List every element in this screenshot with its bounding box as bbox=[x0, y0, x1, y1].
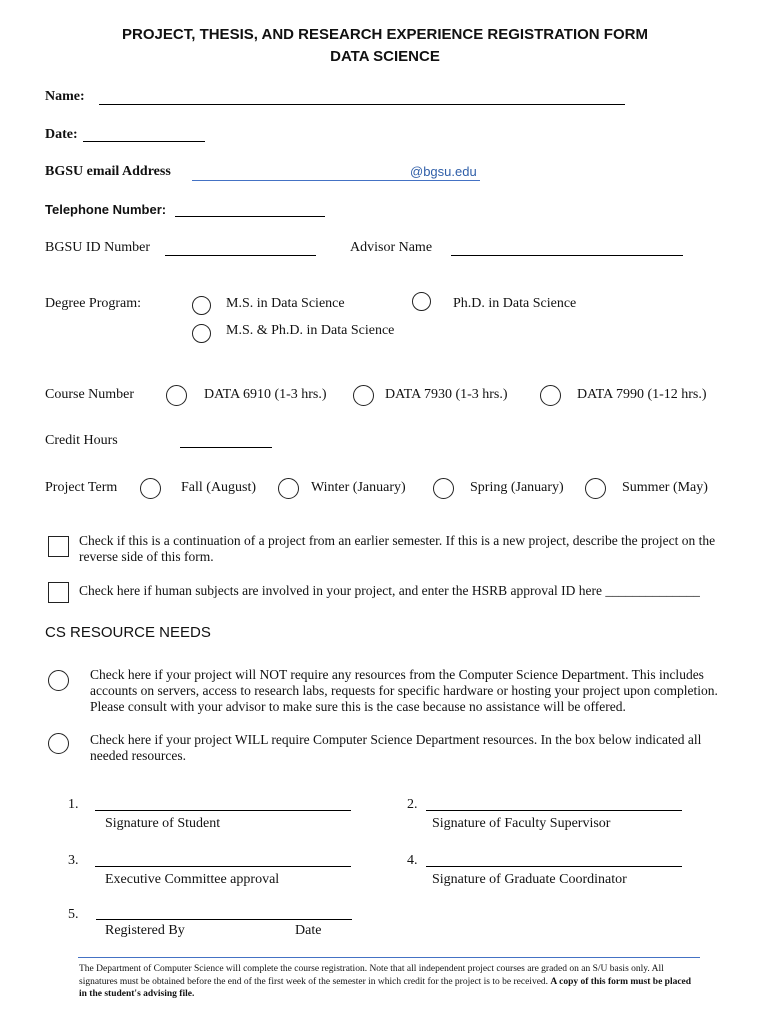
course-6910-label: DATA 6910 (1-3 hrs.) bbox=[204, 387, 327, 402]
term-summer-label: Summer (May) bbox=[622, 480, 708, 495]
credit-hours-label: Credit Hours bbox=[45, 433, 118, 448]
footer-bold-text: A copy of this form must be placed in the student's advising file. bbox=[79, 976, 692, 999]
signature-3-number: 3. bbox=[68, 853, 79, 868]
degree-phd-label: Ph.D. in Data Science bbox=[453, 296, 577, 311]
id-label: BGSU ID Number bbox=[45, 240, 150, 255]
course-label: Course Number bbox=[45, 387, 135, 402]
signature-5-line[interactable] bbox=[96, 919, 352, 920]
course-7990-label: DATA 7990 (1-12 hrs.) bbox=[577, 387, 707, 402]
signature-5-number: 5. bbox=[68, 907, 79, 922]
email-label: BGSU email Address bbox=[45, 164, 171, 179]
term-fall-label: Fall (August) bbox=[181, 480, 257, 495]
email-field[interactable] bbox=[192, 180, 480, 181]
signature-1-number: 1. bbox=[68, 797, 79, 812]
name-field[interactable] bbox=[99, 104, 625, 105]
term-spring-radio[interactable] bbox=[433, 478, 454, 499]
signature-2-line[interactable] bbox=[426, 810, 682, 811]
signature-1-caption: Signature of Student bbox=[105, 816, 221, 831]
term-summer-radio[interactable] bbox=[585, 478, 606, 499]
signature-3-line[interactable] bbox=[95, 866, 351, 867]
form-title: PROJECT, THESIS, AND RESEARCH EXPERIENCE REGISTRATION FORM bbox=[122, 26, 648, 43]
degree-ms-radio[interactable] bbox=[192, 296, 211, 315]
signature-4-caption: Signature of Graduate Coordinator bbox=[432, 872, 627, 887]
resources-required-text: Check here if your project WILL require Computer Science Department resources. In the box below indicated all needed resources. bbox=[90, 732, 702, 763]
degree-both-radio[interactable] bbox=[192, 324, 211, 343]
date-field[interactable] bbox=[83, 141, 205, 142]
form-subtitle: DATA SCIENCE bbox=[330, 48, 440, 65]
signature-5-caption: Registered By bbox=[105, 923, 185, 938]
advisor-field[interactable] bbox=[451, 255, 683, 256]
human-subjects-text: Check here if human subjects are involved in your project, and enter the HSRB approval ID here ______________ bbox=[79, 583, 700, 598]
course-7990-radio[interactable] bbox=[540, 385, 561, 406]
signature-2-caption: Signature of Faculty Supervisor bbox=[432, 816, 611, 831]
degree-phd-radio[interactable] bbox=[412, 292, 431, 311]
signature-4-line[interactable] bbox=[426, 866, 682, 867]
resources-not-required-radio[interactable] bbox=[48, 670, 69, 691]
name-label: Name: bbox=[45, 89, 85, 104]
signature-1-line[interactable] bbox=[95, 810, 351, 811]
resources-heading: CS RESOURCE NEEDS bbox=[45, 624, 211, 641]
telephone-label: Telephone Number: bbox=[45, 202, 167, 217]
signature-3-caption: Executive Committee approval bbox=[105, 872, 280, 887]
continuation-checkbox[interactable] bbox=[48, 536, 69, 557]
course-7930-label: DATA 7930 (1-3 hrs.) bbox=[385, 387, 508, 402]
course-7930-radio[interactable] bbox=[353, 385, 374, 406]
term-winter-radio[interactable] bbox=[278, 478, 299, 499]
signature-4-number: 4. bbox=[407, 853, 418, 868]
advisor-label: Advisor Name bbox=[350, 240, 433, 255]
degree-ms-label: M.S. in Data Science bbox=[226, 296, 345, 311]
credit-hours-field[interactable] bbox=[180, 447, 272, 448]
degree-both-label: M.S. & Ph.D. in Data Science bbox=[226, 323, 395, 338]
resources-required-radio[interactable] bbox=[48, 733, 69, 754]
signature-2-number: 2. bbox=[407, 797, 418, 812]
continuation-text: Check if this is a continuation of a project from an earlier semester. If this is a new project, describe the project on the reverse side of this form. bbox=[79, 533, 716, 564]
footer-text: The Department of Computer Science will complete the course registration. Note that all independent project courses are graded on an S/U basis only. All signatures must be obtained before the end of the first week of the semester in which credit for the project is to be received. bbox=[79, 964, 664, 987]
course-6910-radio[interactable] bbox=[166, 385, 187, 406]
footer-rule bbox=[78, 957, 700, 958]
footer-note bbox=[79, 963, 701, 1001]
human-subjects-checkbox[interactable] bbox=[48, 582, 69, 603]
signature-5-date-caption: Date bbox=[295, 923, 322, 938]
id-field[interactable] bbox=[165, 255, 316, 256]
date-label: Date: bbox=[45, 127, 78, 142]
term-winter-label: Winter (January) bbox=[311, 480, 406, 495]
resources-not-required-text: Check here if your project will NOT require any resources from the Computer Science Department. This includes accounts on servers, access to research labs, requests for specific hardware or hosting your project upon completion. Please consult with your advisor to make sure this is the case because no assistance will be offered. bbox=[90, 667, 718, 714]
term-fall-radio[interactable] bbox=[140, 478, 161, 499]
email-domain: @bgsu.edu bbox=[410, 164, 477, 179]
telephone-field[interactable] bbox=[175, 216, 325, 217]
term-label: Project Term bbox=[45, 480, 118, 495]
degree-label: Degree Program: bbox=[45, 296, 142, 311]
term-spring-label: Spring (January) bbox=[470, 480, 564, 495]
